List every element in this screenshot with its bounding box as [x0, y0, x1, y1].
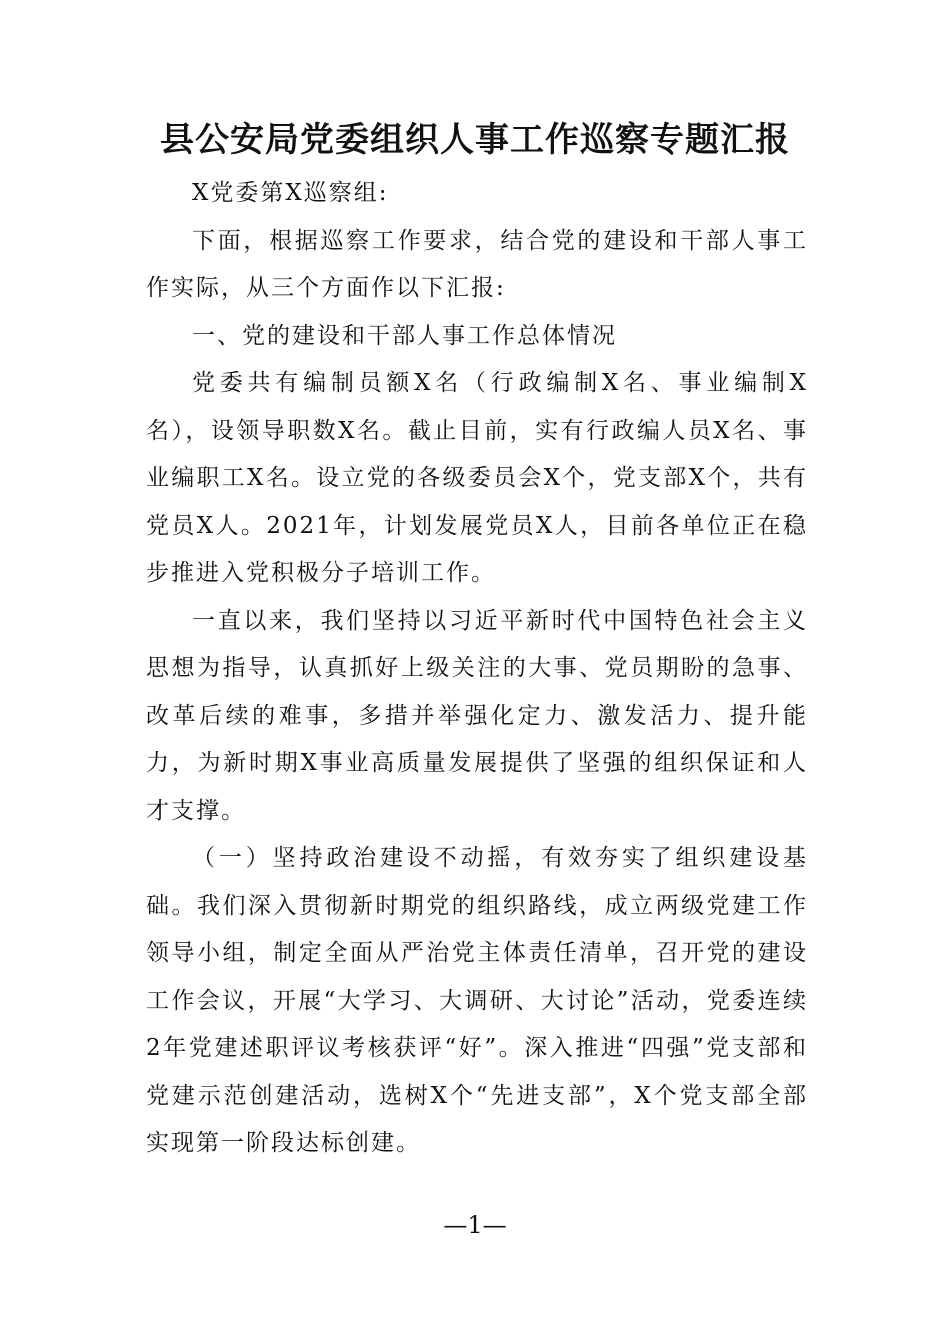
section-heading: 一、党的建设和干部人事工作总体情况 — [192, 322, 617, 349]
paragraph-guiding-thought: 一直以来，我们坚持以习近平新时代中国特色社会主义思想为指导，认真抓好上级关注的大事、党员期盼的急事、改革后续的难事，多措并举强化定力、激发活力、提升能力，为新时期X事业高质量发展提供了坚强的组织保证和人才支撑。 — [146, 607, 808, 824]
paragraph-staffing: 党委共有编制员额X名（行政编制X名、事业编制X名），设领导职数X名。截止目前，实有行政编人员X名、事业编职工X名。设立党的各级委员会X个，党支部X个，共有党员X人。2021年，计划发展党员X人，目前各单位正在稳步推进入党积极分子培训工作。 — [146, 370, 808, 586]
document-title: 县公安局党委组织人事工作巡察专题汇报 — [160, 120, 790, 160]
page-number: —1— — [443, 1211, 507, 1239]
document-body — [146, 170, 808, 1168]
paragraph-political-building: （一）坚持政治建设不动摇，有效夯实了组织建设基础。我们深入贯彻新时期党的组织路线，成立两级党建工作领导小组，制定全面从严治党主体责任清单，召开党的建设工作会议，开展“大学习、大调研、大讨论”活动，党委连续2年党建述职评议考核获评“好”。深入推进“四强”党支部和党建示范创建活动，选树X个“先进支部”，X个党支部全部实现第一阶段达标创建。 — [146, 845, 808, 1156]
paragraph-intro: 下面，根据巡察工作要求，结合党的建设和干部人事工作实际，从三个方面作以下汇报: — [146, 227, 808, 301]
salutation: X党委第X巡察组: — [192, 180, 389, 206]
